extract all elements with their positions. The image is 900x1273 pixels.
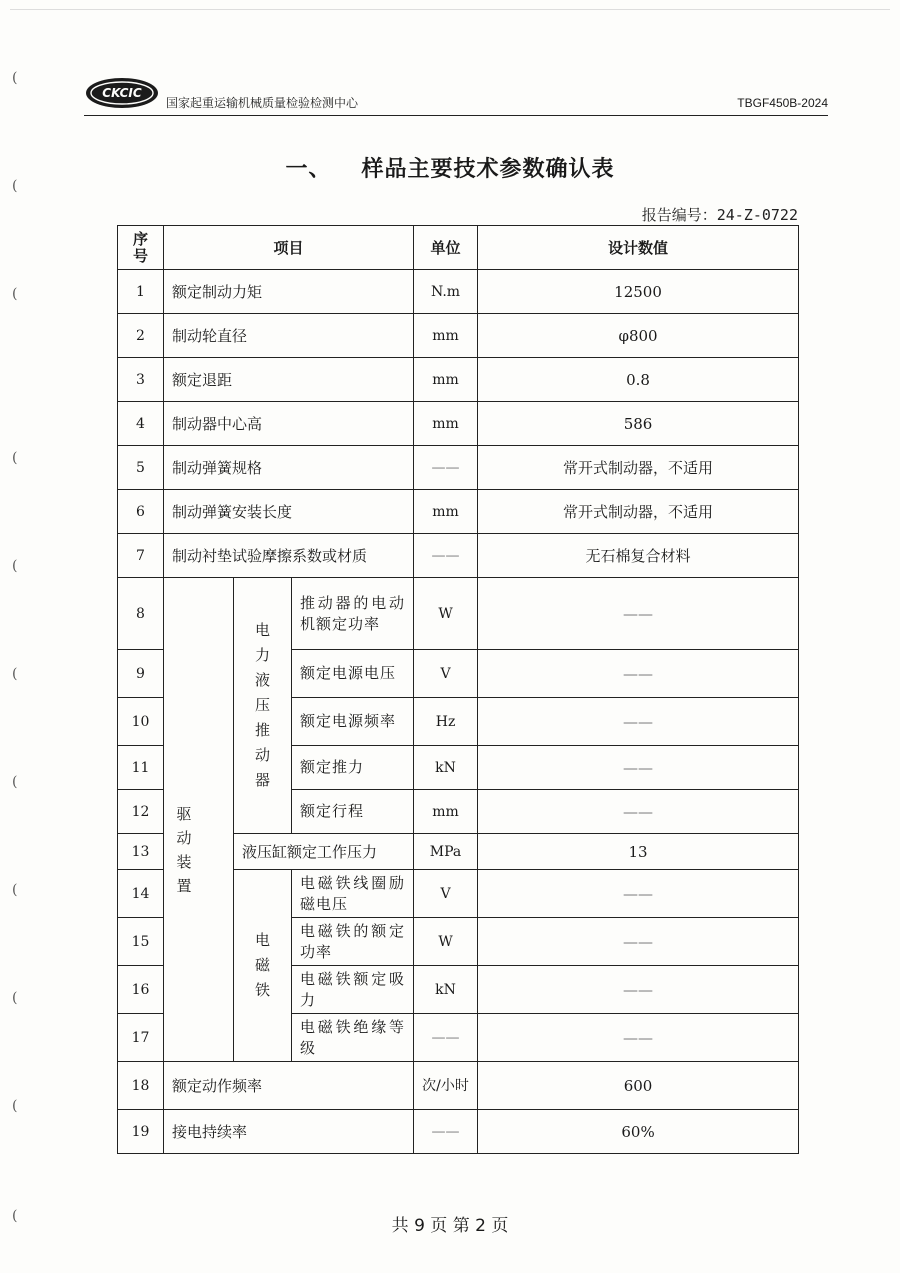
sub-hydraulic-label: 电力液压推动器 xyxy=(254,621,270,789)
section-number: 一、 xyxy=(285,157,332,182)
row-value: φ800 xyxy=(478,314,799,358)
row-seq: 4 xyxy=(118,402,164,446)
header-seq: 序号 xyxy=(118,226,164,270)
row-unit: V xyxy=(414,870,478,918)
row-value: 常开式制动器，不适用 xyxy=(478,490,799,534)
row-seq: 1 xyxy=(118,270,164,314)
page-header xyxy=(84,68,828,118)
row-value: 600 xyxy=(478,1062,799,1110)
row-unit: W xyxy=(414,578,478,650)
row-item: 电磁铁额定吸力 xyxy=(292,966,414,1014)
scan-edge-mark: ( xyxy=(12,1208,18,1224)
row-item: 额定推力 xyxy=(292,746,414,790)
scan-edge-mark: ( xyxy=(12,990,18,1006)
table-row xyxy=(118,314,799,358)
row-seq: 8 xyxy=(118,578,164,650)
table-row xyxy=(118,402,799,446)
row-value: —— xyxy=(478,650,799,698)
sub-hydraulic-pusher xyxy=(234,578,292,834)
page-title xyxy=(0,152,900,183)
svg-text:CKCIC: CKCIC xyxy=(102,86,142,100)
page-footer: 共 9 页 第 2 页 xyxy=(391,1216,509,1236)
header-rule xyxy=(84,115,828,116)
row-item: 电磁铁的额定功率 xyxy=(292,918,414,966)
row-item: 推动器的电动机额定功率 xyxy=(292,578,414,650)
row-unit: N.m xyxy=(414,270,478,314)
header-value: 设计数值 xyxy=(478,226,799,270)
scan-edge-mark: ( xyxy=(12,882,18,898)
scan-edge-mark: ( xyxy=(12,450,18,466)
row-seq: 5 xyxy=(118,446,164,490)
table-row xyxy=(118,578,799,650)
table-row xyxy=(118,490,799,534)
row-item: 制动弹簧安装长度 xyxy=(164,490,414,534)
row-unit: MPa xyxy=(414,834,478,870)
row-unit: mm xyxy=(414,402,478,446)
row-item: 电磁铁绝缘等级 xyxy=(292,1014,414,1062)
row-unit: mm xyxy=(414,314,478,358)
row-item: 额定电源频率 xyxy=(292,698,414,746)
table-row xyxy=(118,1110,799,1154)
scan-top-edge xyxy=(10,9,890,10)
row-unit: W xyxy=(414,918,478,966)
row-unit: mm xyxy=(414,490,478,534)
row-value: —— xyxy=(478,918,799,966)
row-seq: 11 xyxy=(118,746,164,790)
row-seq: 13 xyxy=(118,834,164,870)
row-seq: 7 xyxy=(118,534,164,578)
header-item: 项目 xyxy=(164,226,414,270)
row-unit: kN xyxy=(414,746,478,790)
row-value: 无石棉复合材料 xyxy=(478,534,799,578)
row-seq: 3 xyxy=(118,358,164,402)
row-seq: 17 xyxy=(118,1014,164,1062)
row-seq: 10 xyxy=(118,698,164,746)
row-seq: 6 xyxy=(118,490,164,534)
row-value: 常开式制动器，不适用 xyxy=(478,446,799,490)
row-unit: —— xyxy=(414,446,478,490)
row-value: —— xyxy=(478,1014,799,1062)
row-value: —— xyxy=(478,698,799,746)
scan-edge-mark: ( xyxy=(12,1098,18,1114)
table-row xyxy=(118,358,799,402)
row-value: 60% xyxy=(478,1110,799,1154)
row-value: —— xyxy=(478,966,799,1014)
row-value: —— xyxy=(478,790,799,834)
row-item: 制动器中心高 xyxy=(164,402,414,446)
ckcic-logo xyxy=(84,76,160,110)
row-value: —— xyxy=(478,870,799,918)
row-item: 制动衬垫试验摩擦系数或材质 xyxy=(164,534,414,578)
row-seq: 16 xyxy=(118,966,164,1014)
row-seq: 15 xyxy=(118,918,164,966)
table-header-row xyxy=(118,226,799,270)
row-seq: 9 xyxy=(118,650,164,698)
row-item: 液压缸额定工作压力 xyxy=(234,834,414,870)
row-item: 额定电源电压 xyxy=(292,650,414,698)
row-unit: mm xyxy=(414,358,478,402)
row-unit: 次/小时 xyxy=(414,1062,478,1110)
header-unit: 单位 xyxy=(414,226,478,270)
row-item: 制动轮直径 xyxy=(164,314,414,358)
scan-edge-mark: ( xyxy=(12,286,18,302)
table-row xyxy=(118,446,799,490)
table-row xyxy=(118,1062,799,1110)
row-seq: 14 xyxy=(118,870,164,918)
group-drive-device xyxy=(164,578,234,1062)
sub-electromagnet-label: 电磁铁 xyxy=(254,931,270,999)
row-item: 额定动作频率 xyxy=(164,1062,414,1110)
section-title: 样品主要技术参数确认表 xyxy=(361,157,615,182)
scan-edge-mark: ( xyxy=(12,558,18,574)
row-value: 13 xyxy=(478,834,799,870)
row-value: —— xyxy=(478,746,799,790)
report-number: 报告编号：24-Z-0722 xyxy=(641,206,798,224)
organization-name: 国家起重运输机械质量检验检测中心 xyxy=(166,96,359,110)
scan-edge-mark: ( xyxy=(12,178,18,194)
table-row xyxy=(118,270,799,314)
sub-electromagnet xyxy=(234,870,292,1062)
row-item: 接电持续率 xyxy=(164,1110,414,1154)
row-unit: —— xyxy=(414,534,478,578)
row-value: 586 xyxy=(478,402,799,446)
row-value: 12500 xyxy=(478,270,799,314)
document-number: TBGF450B-2024 xyxy=(737,96,828,110)
row-item: 额定退距 xyxy=(164,358,414,402)
row-unit: mm xyxy=(414,790,478,834)
row-unit: —— xyxy=(414,1014,478,1062)
scan-edge-mark: ( xyxy=(12,70,18,86)
row-seq: 2 xyxy=(118,314,164,358)
row-item: 额定制动力矩 xyxy=(164,270,414,314)
row-seq: 19 xyxy=(118,1110,164,1154)
row-seq: 18 xyxy=(118,1062,164,1110)
row-seq: 12 xyxy=(118,790,164,834)
row-item: 额定行程 xyxy=(292,790,414,834)
row-unit: V xyxy=(414,650,478,698)
parameter-table xyxy=(117,225,799,1154)
row-item: 制动弹簧规格 xyxy=(164,446,414,490)
table-row xyxy=(118,534,799,578)
row-unit: —— xyxy=(414,1110,478,1154)
row-item: 电磁铁线圈励磁电压 xyxy=(292,870,414,918)
row-unit: Hz xyxy=(414,698,478,746)
group-drive-label: 驱动装置 xyxy=(176,804,192,895)
row-unit: kN xyxy=(414,966,478,1014)
row-value: 0.8 xyxy=(478,358,799,402)
scan-edge-mark: ( xyxy=(12,774,18,790)
scan-edge-mark: ( xyxy=(12,666,18,682)
row-value: —— xyxy=(478,578,799,650)
